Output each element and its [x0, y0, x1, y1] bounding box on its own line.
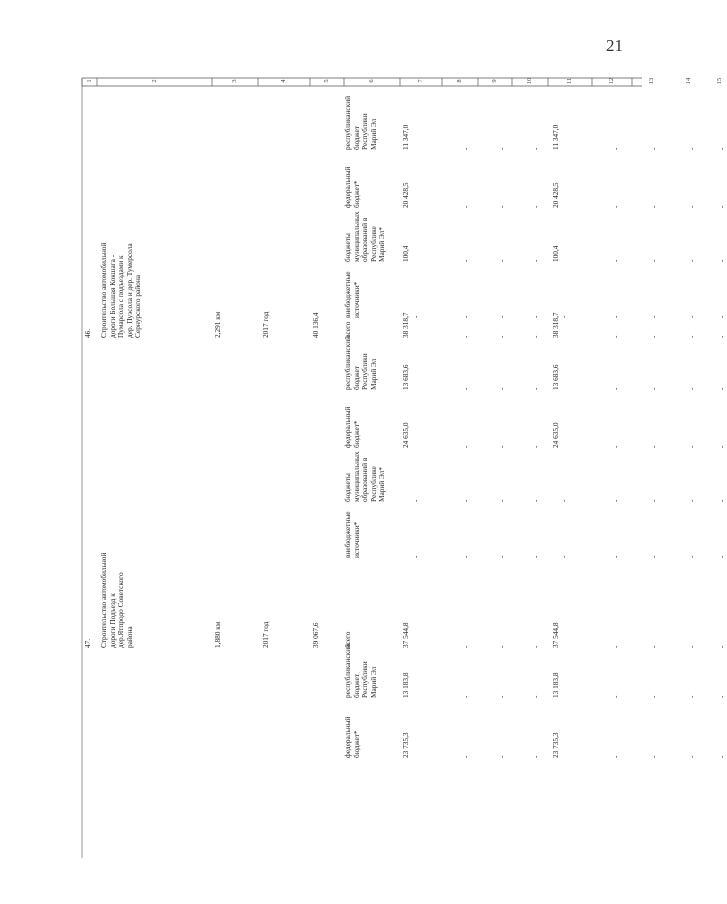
object-46-row-3-source: бюджеты муниципальных образований в Республике Марий Эл*: [343, 451, 387, 502]
object-46-row-4-col14: -: [687, 555, 696, 558]
object-47-row-0-col12: -: [611, 645, 620, 648]
object-47-row-0-col7: 37 544,8: [401, 622, 410, 648]
object-47-row-1-col15: -: [717, 695, 726, 698]
object-47-row-2-source: федеральный бюджет*: [343, 716, 361, 758]
object-47-row-2-col12: -: [611, 755, 620, 758]
object-47-row-2-col8: -: [461, 755, 470, 758]
object-name: Строительство автомобильной дороги Подъезд к дер.Ятпродо Советского района: [99, 552, 134, 648]
object-46-row-0-col9: -: [497, 335, 506, 338]
continuation-row-1-col15: -: [717, 205, 726, 208]
object-46-row-4-col15: -: [717, 555, 726, 558]
object-47-row-0-col14: -: [687, 645, 696, 648]
object-46-row-2-col14: -: [687, 445, 696, 448]
continuation-row-1-col14: -: [687, 205, 696, 208]
continuation-row-2-col12: -: [611, 259, 620, 262]
column-number-6: 6: [368, 79, 375, 83]
object-number: 47.: [83, 638, 92, 648]
object-46-row-0-col14: -: [687, 335, 696, 338]
object-46-row-1-col9: -: [497, 387, 506, 390]
object-46-row-3-col9: -: [497, 499, 506, 502]
object-47-row-1-col10: -: [531, 695, 540, 698]
object-47-row-1-col11: 13 183,8: [551, 672, 560, 698]
column-number-2: 2: [150, 79, 158, 83]
continuation-row-1-col7: 20 428,5: [401, 182, 410, 208]
continuation-row-0-col10: -: [531, 147, 540, 150]
continuation-row-1-col9: -: [497, 205, 506, 208]
object-46-row-0-col15: -: [717, 335, 726, 338]
continuation-row-3-col15: -: [717, 315, 726, 318]
object-number: 46.: [83, 328, 92, 338]
continuation-row-3-col12: -: [611, 315, 620, 318]
column-number-14: 14: [685, 77, 692, 85]
object-year: 2017 год: [261, 621, 270, 648]
object-46-row-1-col11: 13 683,6: [551, 364, 560, 390]
continuation-row-3-col13: -: [649, 315, 658, 318]
object-46-row-4-col13: -: [649, 555, 658, 558]
object-46-row-1-col10: -: [531, 387, 540, 390]
column-number-10: 10: [526, 77, 533, 85]
object-47-row-2-col14: -: [687, 755, 696, 758]
continuation-row-3-col10: -: [531, 315, 540, 318]
object-46-row-1-col14: -: [687, 387, 696, 390]
object-46-row-0-col7: 38 318,7: [401, 312, 410, 338]
continuation-row-3-source: внебюджетные источники*: [343, 271, 361, 318]
column-number-7: 7: [417, 79, 424, 83]
continuation-row-0-col7: 11 347,0: [401, 124, 410, 150]
continuation-row-1-col13: -: [649, 205, 658, 208]
object-46-row-3-col11: -: [559, 499, 568, 502]
column-number-13: 13: [648, 77, 655, 85]
object-46-row-3-col12: -: [611, 499, 620, 502]
continuation-row-2-col8: -: [461, 259, 470, 262]
column-number-11: 11: [566, 77, 573, 85]
object-47-row-1-col8: -: [461, 695, 470, 698]
continuation-row-1-source: федеральный бюджет*: [343, 166, 361, 208]
object-46-row-2-col11: 24 635,0: [551, 422, 560, 448]
continuation-row-0-col11: 11 347,0: [551, 124, 560, 150]
page-number: 21: [606, 36, 623, 55]
object-cost: 39 067,6: [311, 622, 320, 648]
object-46-row-3-col15: -: [717, 499, 726, 502]
column-number-3: 3: [231, 79, 238, 83]
object-length: 2,291 км: [213, 311, 222, 338]
object-47-row-2-col10: -: [531, 755, 540, 758]
continuation-row-1-col12: -: [611, 205, 620, 208]
object-year: 2017 год: [261, 311, 270, 338]
continuation-row-3-col7: -: [411, 315, 420, 318]
continuation-row-3-col14: -: [687, 315, 696, 318]
column-number-12: 12: [608, 77, 615, 85]
object-name: Строительство автомобильной дороги Большая Кокшага - Пумарсола с подъездами к дер. Пуэсола и дер. Тумерсола Сернурского района: [99, 242, 143, 338]
object-46-row-1-col13: -: [649, 387, 658, 390]
object-length: 1,880 км: [213, 621, 222, 648]
column-number-5: 5: [323, 79, 330, 83]
object-47-row-1-source: республиканский бюджет Республики Марий Эл: [343, 643, 378, 698]
object-47-row-0-col11: 37 544,8: [551, 622, 560, 648]
object-47-row-0-col15: -: [717, 645, 726, 648]
object-46-row-3-col13: -: [649, 499, 658, 502]
continuation-row-2-col10: -: [531, 259, 540, 262]
object-cost: 40 136,4: [311, 312, 320, 338]
object-47-row-0-col10: -: [531, 645, 540, 648]
object-46-row-2-col7: 24 635,0: [401, 422, 410, 448]
column-number-15: 15: [716, 77, 723, 85]
object-46-row-2-col13: -: [649, 445, 658, 448]
object-47-row-2-col13: -: [649, 755, 658, 758]
object-46-row-3-col8: -: [461, 499, 470, 502]
continuation-row-2-col9: -: [497, 259, 506, 262]
object-46-row-0-col11: 38 318,7: [551, 312, 560, 338]
object-46-row-2-col12: -: [611, 445, 620, 448]
continuation-row-1-col10: -: [531, 205, 540, 208]
continuation-row-2-col15: -: [717, 259, 726, 262]
continuation-row-0-col14: -: [687, 147, 696, 150]
object-46-row-0-col10: -: [531, 335, 540, 338]
object-46-row-1-col7: 13 683,6: [401, 364, 410, 390]
object-47-row-0-col8: -: [461, 645, 470, 648]
column-number-9: 9: [491, 79, 498, 83]
object-47-row-2-col15: -: [717, 755, 726, 758]
object-46-row-1-col12: -: [611, 387, 620, 390]
continuation-row-0-source: республиканский бюджет Республики Марий Эл: [343, 95, 378, 150]
object-47-row-0-col9: -: [497, 645, 506, 648]
object-47-row-1-col7: 13 183,8: [401, 672, 410, 698]
object-46-row-2-source: федеральный бюджет*: [343, 406, 361, 448]
continuation-row-3-col9: -: [497, 315, 506, 318]
object-46-row-4-col8: -: [461, 555, 470, 558]
budget-table: [82, 48, 726, 858]
object-46-row-1-col8: -: [461, 387, 470, 390]
object-46-row-2-col9: -: [497, 445, 506, 448]
object-46-row-4-col10: -: [531, 555, 540, 558]
continuation-row-0-col9: -: [497, 147, 506, 150]
continuation-row-1-col8: -: [461, 205, 470, 208]
object-46-row-0-col13: -: [649, 335, 658, 338]
continuation-row-2-col14: -: [687, 259, 696, 262]
column-number-4: 4: [280, 79, 287, 83]
continuation-row-0-col12: -: [611, 147, 620, 150]
object-47-row-1-col13: -: [649, 695, 658, 698]
continuation-row-2-col11: 100,4: [551, 245, 560, 262]
object-46-row-3-col10: -: [531, 499, 540, 502]
object-46-row-0-source: всего: [343, 321, 352, 338]
object-47-row-2-col11: 23 735,3: [551, 732, 560, 758]
continuation-row-0-col8: -: [461, 147, 470, 150]
column-number-1: 1: [85, 79, 93, 83]
continuation-row-3-col11: -: [559, 315, 568, 318]
object-46-row-3-col14: -: [687, 499, 696, 502]
object-46-row-1-source: республиканский бюджет Республики Марий Эл: [343, 335, 378, 390]
object-46-row-4-col12: -: [611, 555, 620, 558]
object-47-row-1-col14: -: [687, 695, 696, 698]
continuation-row-3-col8: -: [461, 315, 470, 318]
object-46-row-2-col8: -: [461, 445, 470, 448]
object-46-row-2-col10: -: [531, 445, 540, 448]
continuation-row-2-col13: -: [649, 259, 658, 262]
object-47-row-1-col9: -: [497, 695, 506, 698]
object-46-row-4-col7: -: [411, 555, 420, 558]
continuation-row-0-col13: -: [649, 147, 658, 150]
object-47-row-0-col13: -: [649, 645, 658, 648]
object-47-row-2-col9: -: [497, 755, 506, 758]
object-46-row-0-col12: -: [611, 335, 620, 338]
column-number-8: 8: [456, 79, 463, 83]
continuation-row-2-source: бюджеты муниципальных образований в Республике Марий Эл*: [343, 211, 387, 262]
continuation-row-1-col11: 20 428,5: [551, 182, 560, 208]
object-46-row-1-col15: -: [717, 387, 726, 390]
object-46-row-0-col8: -: [461, 335, 470, 338]
continuation-row-2-col7: 100,4: [401, 245, 410, 262]
object-46-row-4-col9: -: [497, 555, 506, 558]
object-46-row-3-col7: -: [411, 499, 420, 502]
object-46-row-2-col15: -: [717, 445, 726, 448]
object-47-row-2-col7: 23 735,3: [401, 732, 410, 758]
object-46-row-4-col11: -: [559, 555, 568, 558]
continuation-row-0-col15: -: [717, 147, 726, 150]
object-47-row-0-source: всего: [343, 631, 352, 648]
object-46-row-4-source: внебюджетные источники*: [343, 511, 361, 558]
object-47-row-1-col12: -: [611, 695, 620, 698]
